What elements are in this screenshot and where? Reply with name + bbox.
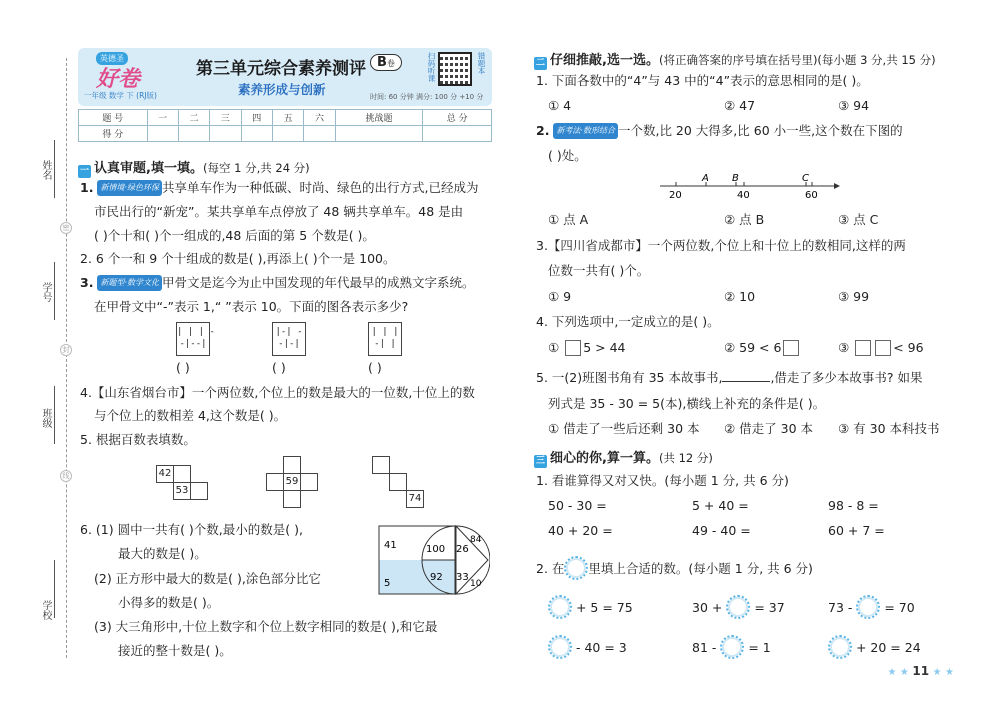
fig-number: 92 (430, 572, 443, 583)
fig-number: 10 (470, 579, 482, 589)
option[interactable]: ① 9 (548, 289, 572, 304)
digit-box[interactable] (855, 340, 871, 356)
fill-item (692, 635, 771, 659)
chart-cell: 42 (156, 465, 174, 483)
page-number (887, 664, 954, 678)
fig-number: 84 (470, 535, 482, 545)
class-field-label: 班级 (40, 408, 51, 428)
grade-label: 一年级 数学 下 (RJ版) (84, 91, 157, 100)
q6-line-4: 小得多的数是( )。 (118, 595, 220, 610)
qr-caption-right: 错题本 (477, 52, 486, 75)
exam-title: 第三单元综合素养测评 (196, 59, 366, 79)
section-hint: (共 12 分) (658, 451, 713, 465)
fill-item (548, 635, 627, 659)
digit-box[interactable] (783, 340, 799, 356)
q4-line-2: 与个位上的数相差 4,这个数是( )。 (94, 408, 287, 423)
fig-number: 33 (456, 572, 469, 583)
fill-item (548, 595, 633, 619)
id-field-line (54, 262, 55, 320)
score-cell: 得 分 (79, 126, 148, 142)
score-cell: 二 (178, 110, 209, 126)
chart-cell-blank[interactable] (283, 490, 301, 508)
exam-subtitle: 素养形成与创新 (238, 82, 326, 97)
option[interactable] (724, 340, 801, 356)
fig-number: 26 (456, 544, 469, 555)
option[interactable] (548, 340, 625, 356)
section-title: 认真审题,填一填。 (94, 161, 203, 176)
option-number: ③ (838, 340, 850, 355)
chart-cell: 59 (283, 473, 301, 491)
option[interactable]: ② 47 (724, 98, 756, 113)
digit-box[interactable] (565, 340, 581, 356)
q3-line-2: 在甲骨文中“-”表示 1,“ ”表示 10。下面的图各表示多少? (94, 299, 409, 314)
option[interactable]: ① 借走了一些后还剩 30 本 (548, 421, 700, 436)
q4-line-1: 4.【山东省烟台市】一个两位数,个位上的数是最大的一位数,十位上的数 (80, 385, 475, 400)
q3-line-1: 3. 新题型·数学文化 甲骨文是迄今为止中国发现的年代最早的成熟文字系统。 (80, 275, 475, 290)
seal-mark: 封 (60, 344, 72, 356)
s2-q5-line-2: 列式是 35 - 30 = 5(本),横线上补充的条件是( )。 (548, 396, 826, 411)
publisher-logo (84, 52, 157, 102)
q1-line-1: 1. 新情境·绿色环保 共享单车作为一种低碳、时尚、绿色的出行方式,已经成为 (80, 180, 479, 195)
section-1-heading (78, 157, 310, 178)
option-number: ① (548, 340, 560, 355)
score-cell: 四 (241, 110, 272, 126)
point-label: C (802, 174, 809, 184)
tick-label: 60 (805, 190, 818, 201)
score-cell: 六 (304, 110, 335, 126)
oracle-glyph: | | | -| | (368, 322, 402, 356)
fig-number: 41 (384, 540, 397, 551)
score-value-row (79, 126, 492, 142)
flower-ring-input[interactable] (856, 595, 880, 619)
section-hint: (每空 1 分,共 24 分) (202, 161, 310, 175)
flower-ring-input[interactable] (828, 635, 852, 659)
score-cell: 三 (210, 110, 241, 126)
section-number-icon: 一 (79, 166, 89, 176)
equation-text: 30 + (692, 600, 723, 615)
school-field-label: 学校 (40, 600, 51, 620)
question-text: 里填上合适的数。 (588, 561, 689, 576)
answer-blank[interactable]: ( ) (272, 360, 286, 375)
q1-line-3: ( )个十和( )个一组成的,48 后面的第 5 个数是( )。 (94, 228, 375, 243)
name-field-label: 姓名 (40, 160, 51, 180)
section-title: 细心的你,算一算。 (550, 451, 659, 466)
question-text: 1. 看谁算得又对又快。 (536, 473, 665, 488)
chart-cell-blank[interactable] (389, 473, 407, 491)
oracle-glyph: |-| - -|-| (272, 322, 306, 356)
section-hint: (将正确答案的序号填在括号里)(每小题 3 分,共 15 分) (658, 53, 936, 67)
question-text: 5. 一(2)班图书角有 35 本故事书, (536, 370, 723, 385)
section-number-icon: 三 (535, 456, 545, 466)
s2-q4-text: 4. 下列选项中,一定成立的是( )。 (536, 314, 720, 329)
q6-line-6: 接近的整十数是( )。 (118, 643, 232, 658)
shapes-figure (378, 524, 490, 596)
question-text: 一个数,比 20 大得多,比 60 小一些,这个数在下图的 (617, 123, 903, 138)
section-title: 仔细推敲,选一选。 (550, 53, 659, 68)
option[interactable]: ③ 有 30 本科技书 (838, 421, 940, 436)
section-2-heading (534, 49, 936, 70)
score-input[interactable] (272, 126, 303, 142)
chart-cell-blank[interactable] (300, 473, 318, 491)
q5-text: 5. 根据百数表填数。 (80, 432, 196, 447)
equation-text: + 20 = 24 (855, 640, 921, 655)
option[interactable]: ③ 点 C (838, 212, 879, 227)
brand-label: 英德圣 (96, 52, 128, 65)
page-number-value: 11 (912, 664, 930, 678)
s2-q2-line-1: 2. 新考法·数形结合 一个数,比 20 大得多,比 60 小一些,这个数在下图的 (536, 123, 903, 138)
exam-header (78, 48, 492, 106)
calc-item[interactable]: 50 - 30 = (548, 498, 607, 513)
qr-code-icon[interactable] (438, 52, 472, 86)
answer-blank[interactable]: ( ) (368, 360, 382, 375)
score-input[interactable] (423, 126, 492, 142)
tick-label: 40 (737, 190, 750, 201)
fill-item (828, 595, 915, 619)
option-text: < 96 (893, 340, 924, 355)
section-3-heading (534, 447, 713, 468)
flower-ring-input[interactable] (726, 595, 750, 619)
score-input[interactable] (241, 126, 272, 142)
question-text: 2. 在 (536, 561, 565, 576)
option[interactable]: ③ 99 (838, 289, 870, 304)
s2-q5-line-1 (536, 370, 923, 386)
score-input[interactable] (335, 126, 423, 142)
option[interactable] (838, 340, 924, 356)
score-input[interactable] (147, 126, 178, 142)
exam-meta: 时间: 60 分钟 满分: 100 分 +10 分 (370, 93, 484, 101)
option[interactable]: ② 借走了 30 本 (724, 421, 814, 436)
calc-item[interactable]: 60 + 7 = (828, 523, 885, 538)
point-label: A (702, 174, 709, 184)
question-text: 共享单车作为一种低碳、时尚、绿色的出行方式,已经成为 (161, 180, 479, 195)
question-tag: 新题型·数学文化 (97, 275, 162, 291)
seal-mark: 密 (60, 222, 72, 234)
question-text: ,借走了多少本故事书? 如果 (770, 370, 923, 385)
s2-q2-line-2: ( )处。 (548, 148, 587, 163)
flower-ring-input[interactable] (548, 635, 572, 659)
option-text: ② 59 < 6 (724, 340, 782, 355)
q6-line-5: (3) 大三角形中,十位上数字和个位上数字相同的数是( ),和它最 (94, 619, 438, 634)
class-field-line (54, 386, 55, 444)
fig-number: 100 (426, 544, 446, 555)
q1-line-2: 市民出行的“新宠”。某共享单车点停放了 48 辆共享单车。48 是由 (94, 204, 464, 219)
calc-item[interactable]: 40 + 20 = (548, 523, 613, 538)
version-badge (370, 54, 402, 71)
star-icon: ★ ★ (929, 667, 954, 678)
s3-q2-text (536, 556, 813, 580)
option-text: 5 > 44 (583, 340, 626, 355)
chart-cell-blank[interactable] (190, 482, 208, 500)
s2-q3-line-1: 3.【四川省成都市】一个两位数,个位上和十位上的数相同,这样的两 (536, 238, 906, 253)
question-text: 甲骨文是迄今为止中国发现的年代最早的成熟文字系统。 (161, 275, 475, 290)
question-tag: 新考法·数形结合 (553, 123, 618, 139)
badge-letter: B (377, 55, 387, 70)
question-tag: 新情境·绿色环保 (97, 180, 162, 196)
number-line (656, 174, 840, 202)
score-input[interactable] (304, 126, 335, 142)
chart-cell-blank[interactable] (283, 456, 301, 474)
name-field-line (54, 140, 55, 198)
chart-cell-blank[interactable] (266, 473, 284, 491)
q6-line-3: (2) 正方形中最大的数是( ),涂色部分比它 (94, 571, 321, 586)
fig-number: 5 (384, 578, 391, 589)
score-cell: 题 号 (79, 110, 148, 126)
equation-text: 73 - (828, 600, 853, 615)
binding-strip (0, 0, 72, 711)
chart-cell: 53 (173, 482, 191, 500)
equation-text: + 5 = 75 (575, 600, 633, 615)
flower-ring-input[interactable] (720, 635, 744, 659)
point-label: B (732, 174, 739, 184)
q2-text: 2. 6 个一和 9 个十组成的数是( ),再添上( )个一是 100。 (80, 251, 396, 266)
option[interactable]: ③ 94 (838, 98, 870, 113)
oracle-glyph: | | | - -|--| (176, 322, 210, 356)
calc-item[interactable]: 98 - 8 = (828, 498, 879, 513)
fill-item (828, 635, 921, 659)
q6-line-1: 6. (1) 圆中一共有( )个数,最小的数是( ), (80, 522, 303, 537)
answer-blank[interactable]: ( ) (176, 360, 190, 375)
flower-ring-input[interactable] (548, 595, 572, 619)
score-cell: 五 (272, 110, 303, 126)
equation-text: - 40 = 3 (575, 640, 627, 655)
option[interactable]: ② 点 B (724, 212, 765, 227)
star-icon: ★ ★ (887, 667, 913, 678)
score-header-row (79, 110, 492, 126)
cut-line (66, 58, 67, 658)
qr-caption: 扫码听课 (427, 52, 436, 82)
chart-cell: 74 (406, 490, 424, 508)
option[interactable]: ① 4 (548, 98, 572, 113)
calc-item[interactable]: 49 - 40 = (692, 523, 751, 538)
tick-label: 20 (669, 190, 682, 201)
equation-text: = 1 (748, 640, 771, 655)
equation-text: = 37 (754, 600, 785, 615)
question-hint: (每小题 1 分, 共 6 分) (688, 561, 813, 576)
option[interactable]: ② 10 (724, 289, 756, 304)
option[interactable]: ① 点 A (548, 212, 589, 227)
s2-q1-text: 1. 下面各数中的“4”与 43 中的“4”表示的意思相同的是( )。 (536, 73, 869, 88)
id-field-label: 学号 (40, 282, 51, 302)
equation-text: = 70 (884, 600, 915, 615)
calc-item[interactable]: 5 + 40 = (692, 498, 749, 513)
chart-cell-blank[interactable] (173, 465, 191, 483)
flower-ring-icon (564, 556, 588, 580)
chart-cell-blank[interactable] (372, 456, 390, 474)
score-cell: 总 分 (423, 110, 492, 126)
fill-item (692, 595, 785, 619)
score-cell: 挑战题 (335, 110, 423, 126)
logo-text: 好卷 (96, 67, 141, 92)
score-table (78, 109, 492, 142)
score-cell: 一 (147, 110, 178, 126)
question-hint: (每小题 1 分, 共 6 分) (664, 473, 789, 488)
condition-blank[interactable] (722, 381, 770, 382)
badge-suffix: 卷 (386, 59, 395, 68)
s2-q3-line-2: 位数一共有( )个。 (548, 263, 650, 278)
school-field-line (54, 560, 55, 618)
equation-text: 81 - (692, 640, 717, 655)
digit-box[interactable] (875, 340, 891, 356)
score-input[interactable] (178, 126, 209, 142)
s3-q1-text (536, 473, 789, 489)
q6-line-2: 最大的数是( )。 (118, 546, 207, 561)
section-number-icon: 二 (535, 58, 545, 68)
seal-mark: 线 (60, 470, 72, 482)
score-input[interactable] (210, 126, 241, 142)
